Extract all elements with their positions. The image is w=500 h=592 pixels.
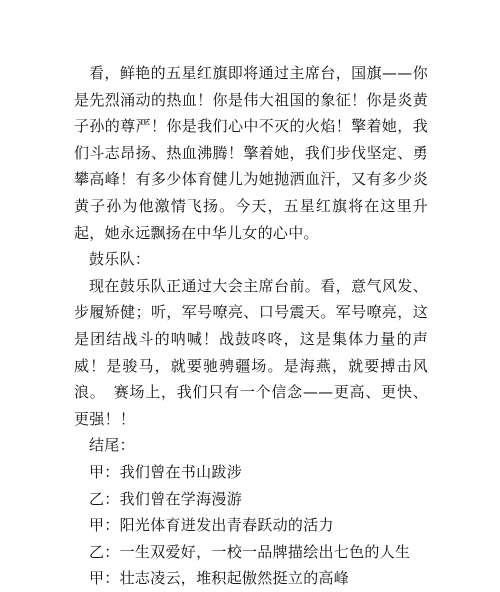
- document-body: [74, 60, 428, 592]
- ending-line: 甲：我们曾在书山跋涉: [89, 462, 243, 481]
- drum-corps-heading: 鼓乐队：: [89, 250, 151, 269]
- drum-corps-paragraph: 现在鼓乐队正通过大会主席台前。看，意气风发、步履矫健；听，军号嘹亮、口号震天。军号嘹亮，这是团结战斗的呐喊！战鼓咚咚，这是集体力量的声威！是骏马，就要驰骋疆场。是海燕，就要搏击风浪。 赛场上，我们只有一个信念——更高、更快、更强！！: [74, 276, 428, 428]
- intro-paragraph: 看，鲜艳的五星红旗即将通过主席台，国旗——你是先烈涌动的热血！你是伟大祖国的象征！你是炎黄子孙的尊严！你是我们心中不灭的火焰！擎着她，我们斗志昂扬、热血沸腾！擎着她，我们步伐坚定、勇攀高峰！有多少体育健儿为她抛洒血汗，又有多少炎黄子孙为他激情飞扬。今天，五星红旗将在这里升起，她永远飘扬在中华儿女的心中。: [74, 64, 428, 242]
- ending-line: 甲：壮志凌云，堆积起傲然挺立的高峰: [89, 569, 350, 588]
- ending-line: 乙：一生双爱好，一校一品牌描绘出七色的人生: [89, 542, 411, 561]
- ending-line: 甲：阳光体育迸发出青春跃动的活力: [89, 516, 334, 535]
- ending-heading: 结尾：: [89, 436, 135, 455]
- ending-line: 乙：我们曾在学海漫游: [89, 489, 243, 508]
